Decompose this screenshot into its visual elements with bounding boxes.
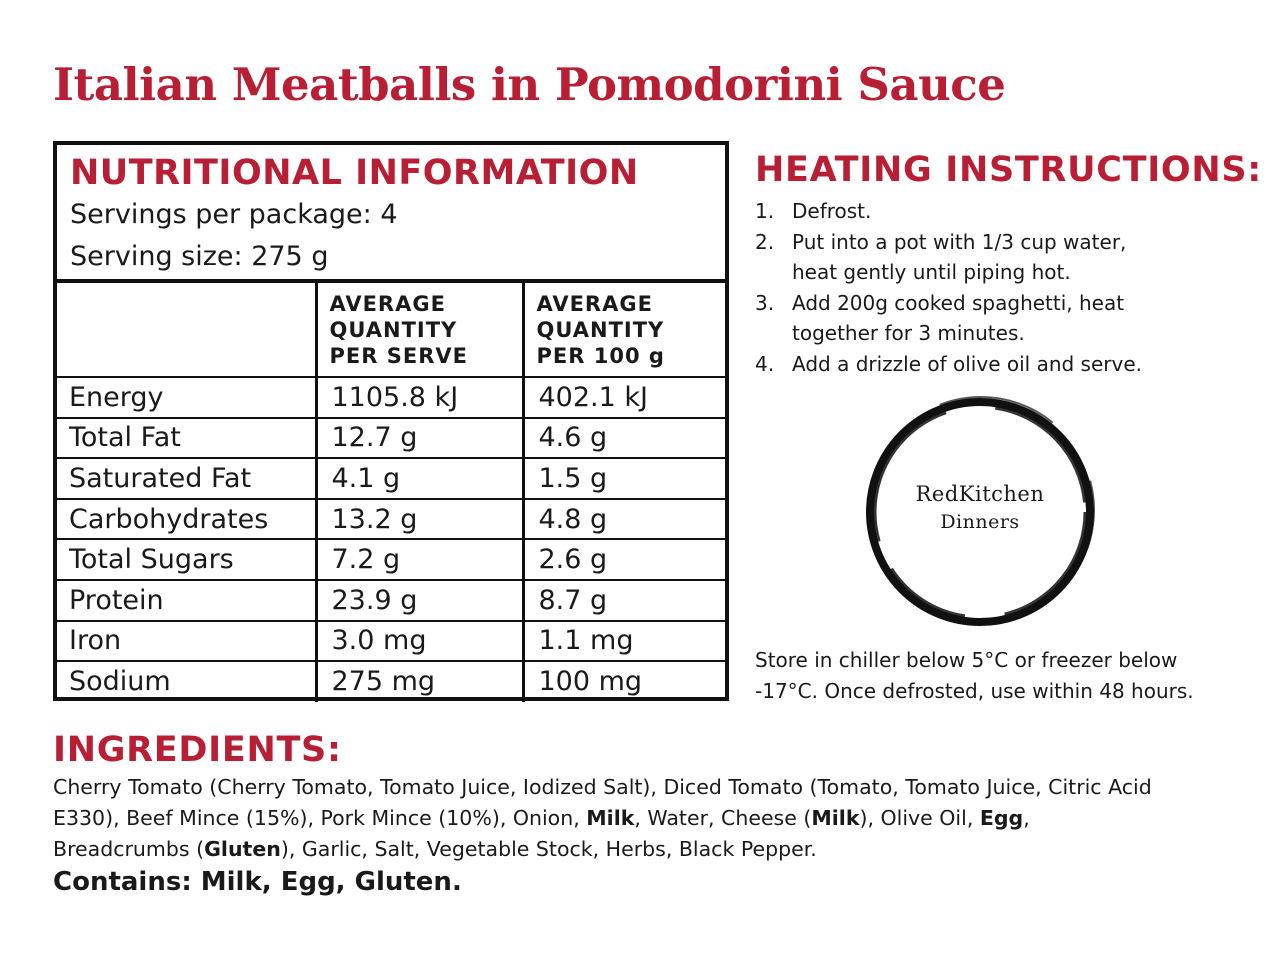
column-header-nutrient xyxy=(57,283,316,377)
brand-logo xyxy=(860,392,1100,632)
value-per-100g: 4.6 g xyxy=(523,418,725,459)
step-text: Add 200g cooked spaghetti, heat xyxy=(792,291,1125,315)
value-per-serve: 3.0 mg xyxy=(316,621,523,662)
product-title: Italian Meatballs in Pomodorini Sauce xyxy=(53,58,1006,111)
value-per-serve: 1105.8 kJ xyxy=(316,377,523,418)
allergen-highlight: Milk xyxy=(586,806,635,830)
allergen-statement: Contains: Milk, Egg, Gluten. xyxy=(53,867,462,897)
ingredients-segment: Breadcrumbs ( xyxy=(53,837,205,861)
table-row xyxy=(57,539,725,580)
step-text: Add a drizzle of olive oil and serve. xyxy=(792,352,1142,376)
nutrient-name: Total Fat xyxy=(57,418,316,459)
heating-step xyxy=(755,227,1255,287)
nutrient-name: Energy xyxy=(69,381,164,413)
step-text: Defrost. xyxy=(792,199,872,223)
column-header-line: AVERAGE xyxy=(536,291,653,316)
ingredients-list xyxy=(53,772,1253,865)
servings-per-package: Servings per package: 4 xyxy=(70,199,398,230)
step-number: 4. xyxy=(755,352,775,376)
allergen-highlight: Gluten xyxy=(204,837,281,861)
nutrition-table-body xyxy=(57,377,725,702)
table-row xyxy=(57,418,725,459)
heating-step xyxy=(755,196,1255,226)
logo-line-1: RedKitchen xyxy=(915,482,1045,506)
nutrient-name: Total Sugars xyxy=(57,539,316,580)
value-per-100g: 1.1 mg xyxy=(523,621,725,662)
step-text: heat gently until piping hot. xyxy=(792,260,1071,284)
value-per-100g: 1.5 g xyxy=(523,458,725,499)
nutrient-name: Carbohydrates xyxy=(57,499,316,540)
storage-instructions xyxy=(755,645,1245,707)
value-per-serve: 7.2 g xyxy=(316,539,523,580)
ingredients-segment: ), Olive Oil, xyxy=(859,806,980,830)
value-per-serve: 13.2 g xyxy=(316,499,523,540)
value-per-100g: 4.8 g xyxy=(523,499,725,540)
nutrient-name: Protein xyxy=(57,580,316,621)
allergen-highlight: Egg xyxy=(979,806,1024,830)
column-header-line: PER SERVE xyxy=(329,343,468,368)
column-header-line: PER 100 g xyxy=(536,343,665,368)
column-header-line: AVERAGE xyxy=(329,291,446,316)
allergen-highlight: Milk xyxy=(811,806,860,830)
table-row xyxy=(57,661,725,702)
heating-steps xyxy=(755,196,1255,380)
table-row xyxy=(57,458,725,499)
step-number: 3. xyxy=(755,291,775,315)
step-text: together for 3 minutes. xyxy=(792,321,1025,345)
nutrient-name: Sodium xyxy=(57,661,316,702)
logo-line-2: Dinners xyxy=(940,511,1020,533)
nutrient-name: Iron xyxy=(57,621,316,662)
nutrition-panel xyxy=(53,141,729,701)
value-per-100g: 2.6 g xyxy=(523,539,725,580)
nutrient-name: Saturated Fat xyxy=(57,458,316,499)
column-header-per-serve xyxy=(316,283,523,377)
step-number: 2. xyxy=(755,230,775,254)
value-per-serve: 275 mg xyxy=(316,661,523,702)
ingredients-heading: INGREDIENTS: xyxy=(53,730,342,770)
heating-step xyxy=(755,288,1255,348)
column-header-per-100g xyxy=(523,283,725,377)
nutrition-header xyxy=(57,145,725,283)
value-per-100g: 8.7 g xyxy=(523,580,725,621)
nutrition-heading: NUTRITIONAL INFORMATION xyxy=(70,153,639,193)
ingredients-segment: , Water, Cheese ( xyxy=(634,806,812,830)
serving-size: Serving size: 275 g xyxy=(70,241,329,272)
ingredients-segment: E330), Beef Mince (15%), Pork Mince (10%), Onion, xyxy=(53,806,587,830)
table-row xyxy=(57,499,725,540)
ingredients-segment: ), Garlic, Salt, Vegetable Stock, Herbs, Black Pepper. xyxy=(280,837,817,861)
storage-line: Store in chiller below 5°C or freezer below xyxy=(755,648,1178,672)
step-number: 1. xyxy=(755,199,775,223)
ingredients-line xyxy=(53,834,1253,865)
ingredients-segment: Cherry Tomato (Cherry Tomato, Tomato Juice, Iodized Salt), Diced Tomato (Tomato, Tomato Juice, Citric Acid xyxy=(53,775,1152,799)
table-row xyxy=(57,580,725,621)
ingredients-line xyxy=(53,772,1253,803)
ingredients-line xyxy=(53,803,1253,834)
column-header-line: QUANTITY xyxy=(329,317,458,342)
value-per-serve: 23.9 g xyxy=(316,580,523,621)
nutrition-table xyxy=(57,283,725,702)
value-per-100g: 402.1 kJ xyxy=(523,377,725,418)
nutrition-table-header xyxy=(57,283,725,377)
value-per-serve: 4.1 g xyxy=(316,458,523,499)
value-per-100g: 100 mg xyxy=(523,661,725,702)
table-row xyxy=(57,377,725,418)
ingredients-segment: , xyxy=(1023,806,1030,830)
value-per-serve: 12.7 g xyxy=(316,418,523,459)
heating-step xyxy=(755,349,1255,379)
table-row xyxy=(57,621,725,662)
column-header-line: QUANTITY xyxy=(536,317,665,342)
step-text: Put into a pot with 1/3 cup water, xyxy=(792,230,1127,254)
logo-text xyxy=(860,480,1100,536)
storage-line: -17°C. Once defrosted, use within 48 hours. xyxy=(755,679,1194,703)
heating-heading: HEATING INSTRUCTIONS: xyxy=(755,150,1262,190)
